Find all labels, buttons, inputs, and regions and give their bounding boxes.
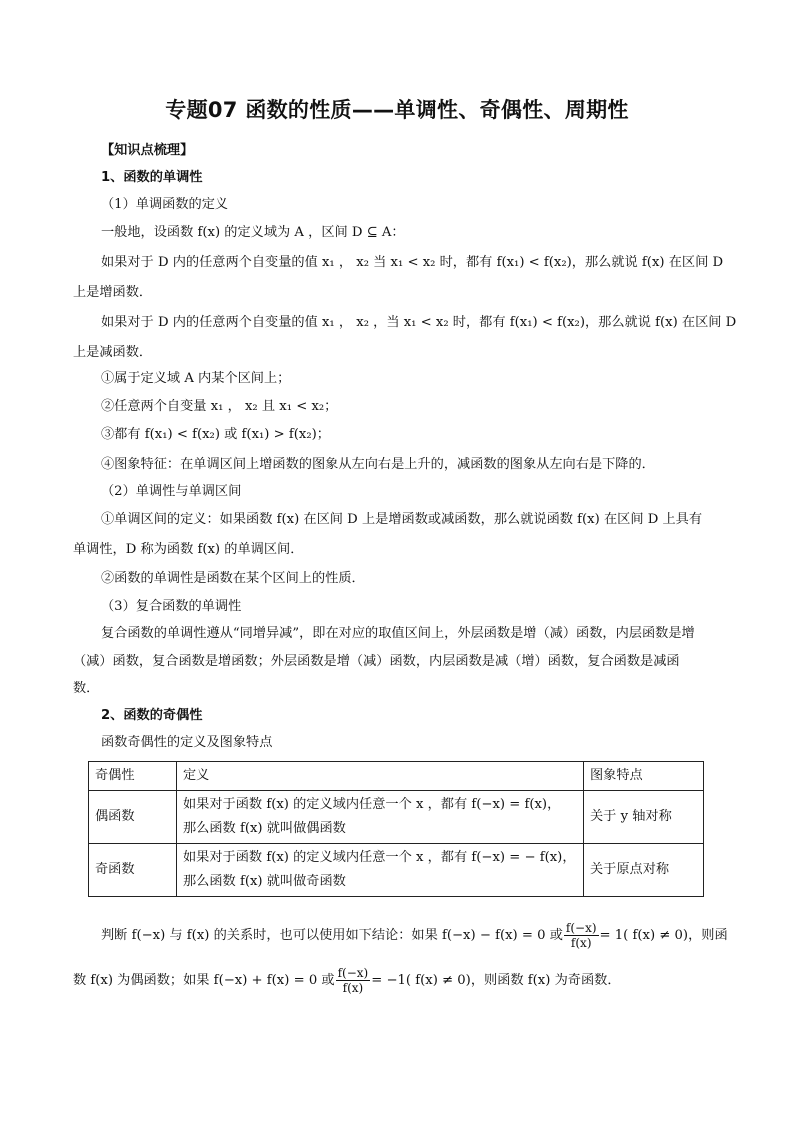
increasing-def-line-1: 如果对于 D 内的任意两个自变量的值 x₁ ， x₂ 当 x₁ < x₂ 时，都有 f(x₁) < f(x₂)，那么就说 f(x) 在区间 D <box>101 255 724 270</box>
section-1-1-heading: （1）单调函数的定义 <box>101 197 229 212</box>
section-2-heading: 2、函数的奇偶性 <box>101 708 203 723</box>
interval-point-2: ②函数的单调性是函数在某个区间上的性质． <box>101 571 365 586</box>
judgement-text: = 1( f(x) ≠ 0)，则函 <box>599 928 728 943</box>
section-1-3-heading: （3）复合函数的单调性 <box>101 599 242 614</box>
definition-line: 那么函数 f(x) 就叫做偶函数 <box>183 821 346 836</box>
fraction-numerator: f(−x) <box>337 966 369 980</box>
knowledge-heading: 【知识点梳理】 <box>101 143 194 158</box>
table-header-row <box>89 762 704 791</box>
composite-line-1: 复合函数的单调性遵从“同增异减”，即在对应的取值区间上，外层函数是增（减）函数，内层函数是增 <box>101 626 695 641</box>
table-cell-graph: 关于原点对称 <box>584 844 704 897</box>
section-1-2-heading: （2）单调性与单调区间 <box>101 484 242 499</box>
table-cell-graph: 关于 y 轴对称 <box>584 791 704 844</box>
judgement-line-2 <box>73 966 621 995</box>
interval-def-line-2: 单调性，D 称为函数 f(x) 的单调区间． <box>73 542 304 557</box>
decreasing-def-line-1: 如果对于 D 内的任意两个自变量的值 x₁ ， x₂ ，当 x₁ < x₂ 时，都有 f(x₁) < f(x₂)，那么就说 f(x) 在区间 D <box>101 315 737 330</box>
table-header-cell: 定义 <box>177 762 584 791</box>
table-row <box>89 844 704 897</box>
point-1: ①属于定义域 A 内某个区间上； <box>101 371 291 386</box>
table-cell-definition <box>177 844 584 897</box>
judgement-text: 判断 f(−x) 与 f(x) 的关系时，也可以使用如下结论：如果 f(−x) − f(x) = 0 或 <box>101 928 563 943</box>
definition-line: 如果对于函数 f(x) 的定义域内任意一个 x ，都有 f(−x) = − f(x)， <box>183 850 576 865</box>
interval-def-line-1: ①单调区间的定义：如果函数 f(x) 在区间 D 上是增函数或减函数，那么就说函数 f(x) 在区间 D 上具有 <box>101 512 703 527</box>
fraction-denominator: f(x) <box>342 981 364 995</box>
definition-line: 如果对于函数 f(x) 的定义域内任意一个 x ，都有 f(−x) = f(x)， <box>183 797 561 812</box>
composite-line-2: （减）函数，复合函数是增函数；外层函数是增（减）函数，内层函数是减（增）函数，复合函数是减函 <box>73 654 680 669</box>
decreasing-def-line-2: 上是减函数． <box>73 345 153 360</box>
increasing-def-line-2: 上是增函数． <box>73 285 153 300</box>
intro-line: 一般地，设函数 f(x) 的定义域为 A ，区间 D ⊆ A： <box>101 225 405 240</box>
composite-line-3: 数． <box>73 681 100 696</box>
section-1-heading: 1、函数的单调性 <box>101 170 203 185</box>
table-cell-type: 奇函数 <box>89 844 177 897</box>
table-row <box>89 791 704 844</box>
table-cell-definition <box>177 791 584 844</box>
fraction <box>564 921 599 950</box>
table-header-cell: 图象特点 <box>584 762 704 791</box>
page-title: 专题07 函数的性质——单调性、奇偶性、周期性 <box>165 98 629 122</box>
point-2: ②任意两个自变量 x₁ ， x₂ 且 x₁ < x₂； <box>101 399 338 414</box>
fraction <box>336 966 371 995</box>
fraction-numerator: f(−x) <box>565 921 597 935</box>
parity-table <box>88 761 704 897</box>
definition-line: 那么函数 f(x) 就叫做奇函数 <box>183 874 346 889</box>
judgement-line-1 <box>101 921 728 950</box>
section-2-subtitle: 函数奇偶性的定义及图象特点 <box>101 735 273 750</box>
table-header-cell: 奇偶性 <box>89 762 177 791</box>
point-3: ③都有 f(x₁) < f(x₂) 或 f(x₁) > f(x₂)； <box>101 427 330 442</box>
judgement-text: 数 f(x) 为偶函数；如果 f(−x) + f(x) = 0 或 <box>73 973 335 988</box>
fraction-denominator: f(x) <box>570 936 592 950</box>
table-cell-type: 偶函数 <box>89 791 177 844</box>
judgement-text: = −1( f(x) ≠ 0)，则函数 f(x) 为奇函数． <box>371 973 621 988</box>
point-4: ④图象特征：在单调区间上增函数的图象从左向右是上升的，减函数的图象从左向右是下降的． <box>101 457 655 472</box>
